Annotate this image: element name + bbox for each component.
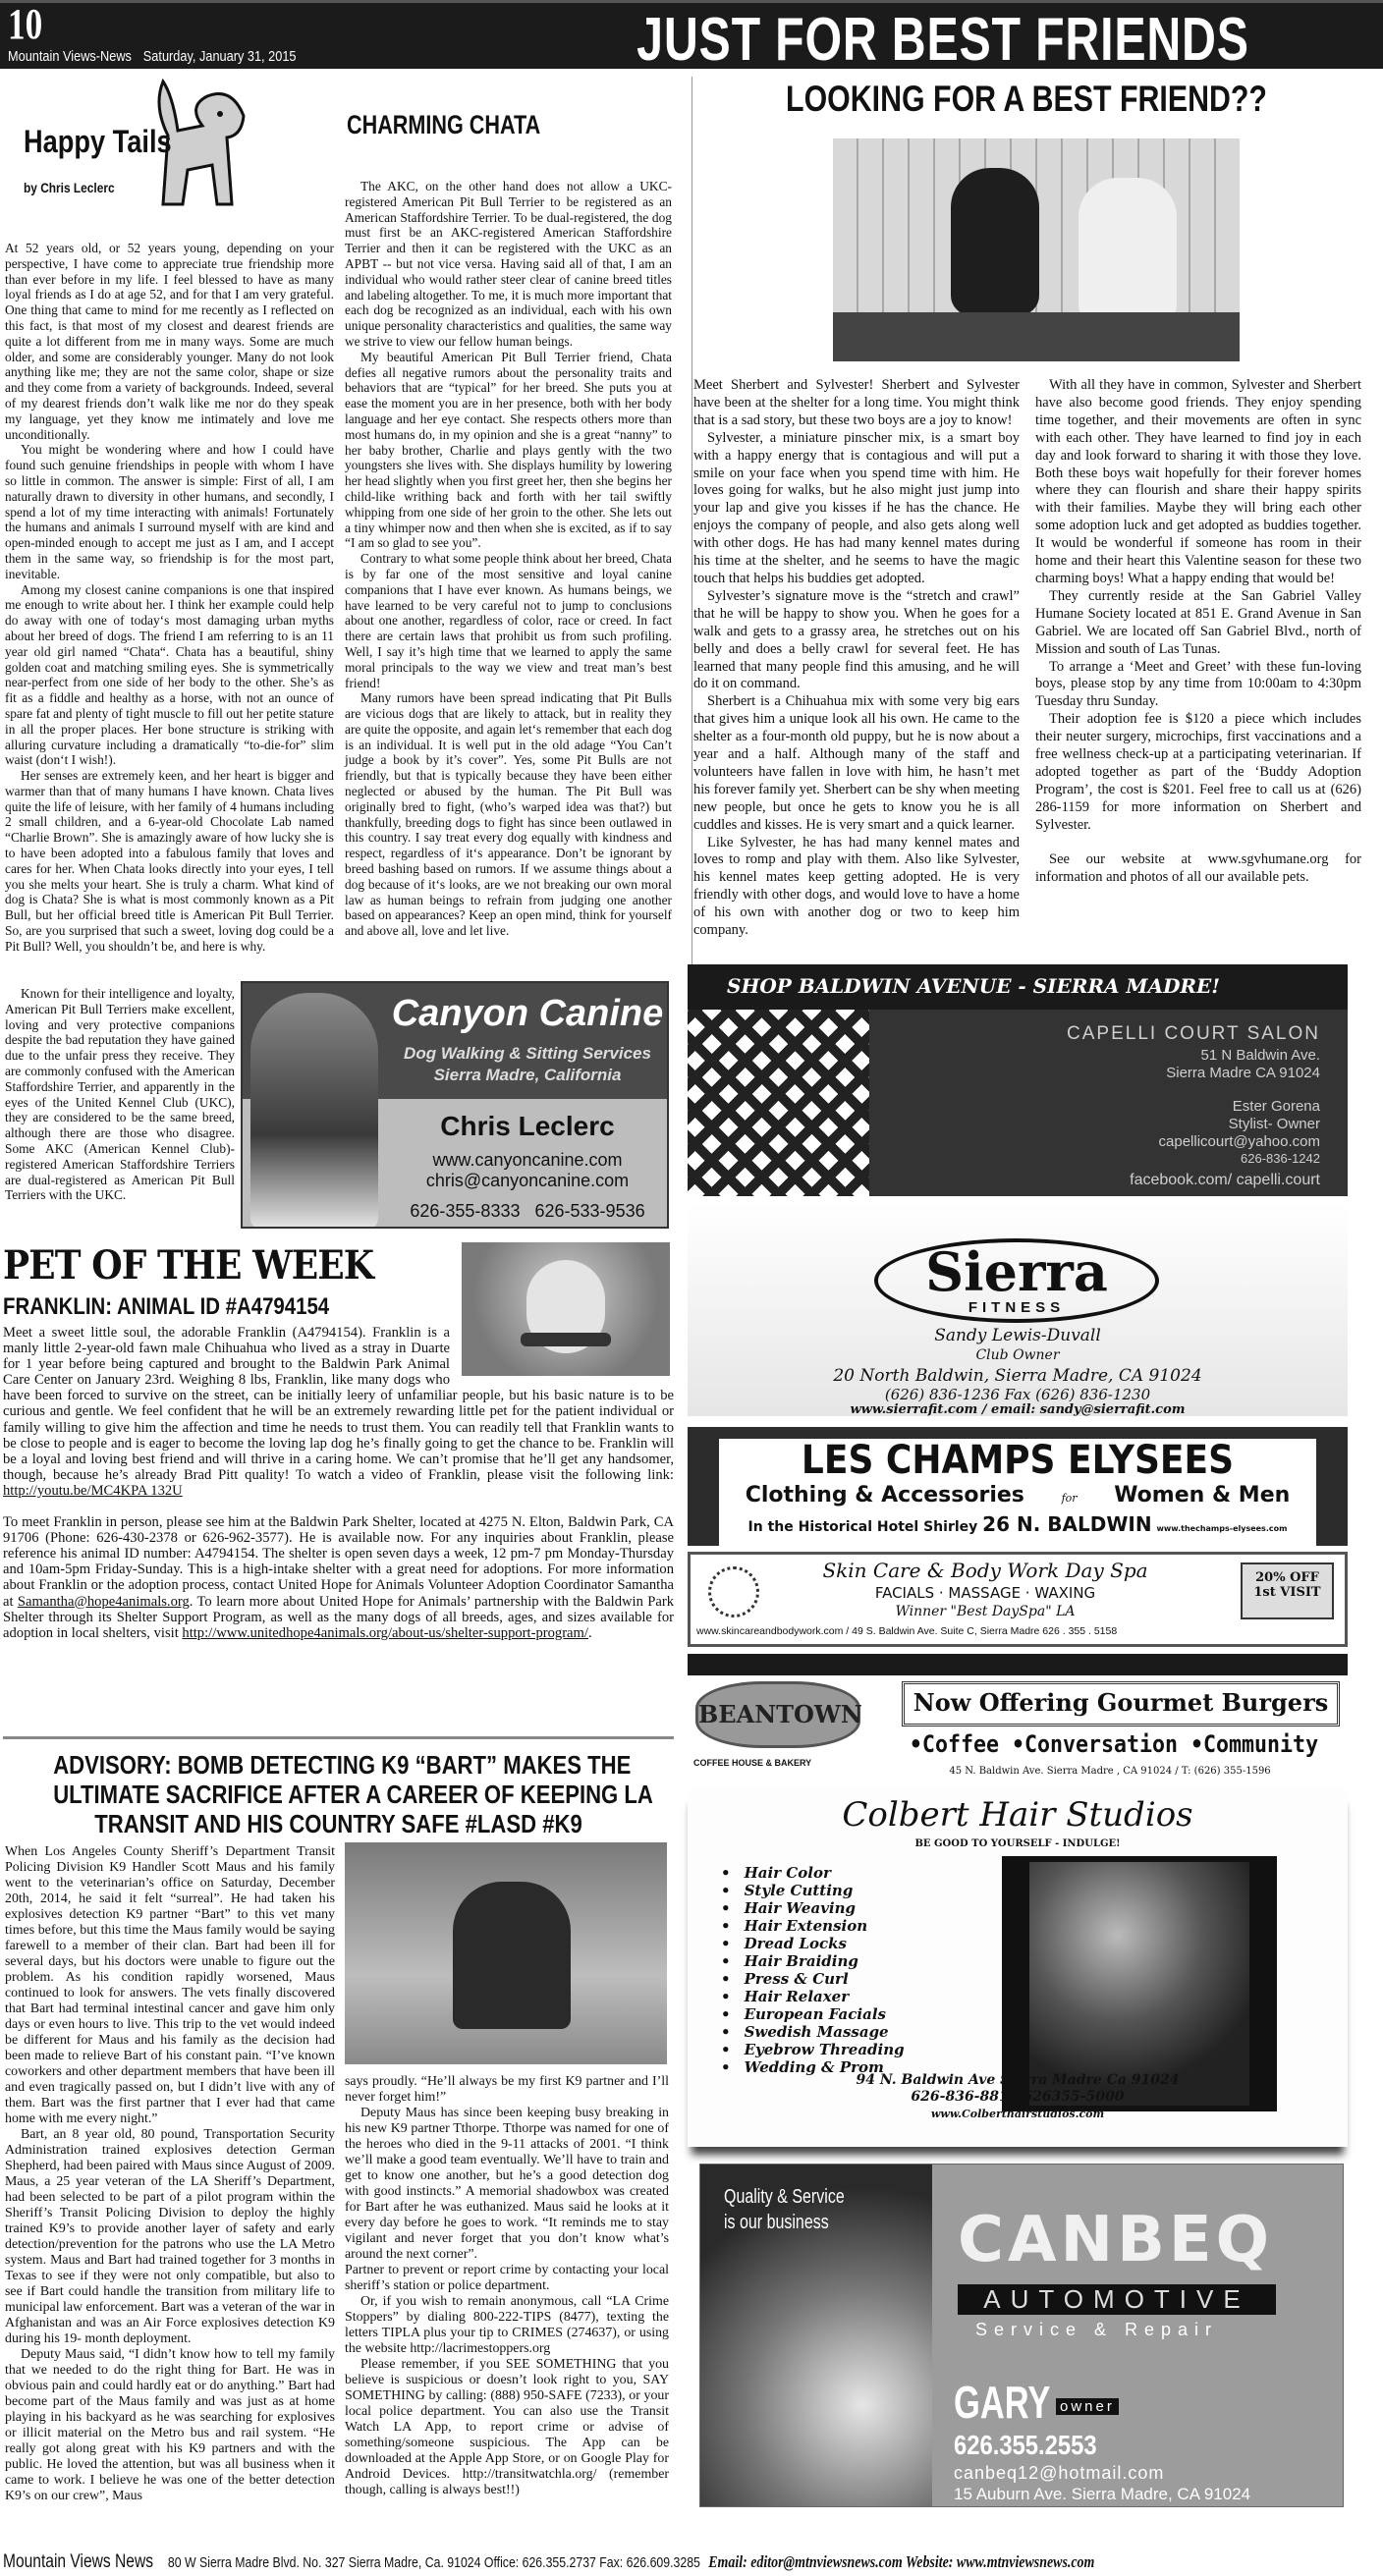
sherbert-sylvester-photo	[833, 138, 1240, 361]
sierra-fitness-ad	[688, 1203, 1348, 1416]
ad-email: chris@canyoncanine.com	[425, 1171, 630, 1190]
section-divider	[3, 1736, 674, 1739]
paragraph: Partner to prevent or report crime by contacting your local sheriff’s station or police department.	[345, 2263, 669, 2293]
ad-owner: GARY	[954, 2377, 1051, 2428]
colbert-hair-ad	[688, 1789, 1348, 2147]
website-note: See our website at www.sgvhumane.org for information and photos of all our available pets.	[1035, 851, 1361, 886]
ad-offer-badge: 20% OFF 1st VISIT	[1241, 1562, 1334, 1619]
ad-email: canbeq12@hotmail.com	[954, 2463, 1165, 2483]
service-item: • Hair Weaving	[721, 1899, 905, 1917]
paragraph: Bart, an 8 year old, 80 pound, Transportation Security Administration trained explosives detection German Shepherd, had been paired with Maus since August of 2009. Maus, a 25 year veteran of the LA Sheriff’s Department, had been selected to be part of a pilot program within the Sheriff’s Transit Policing Division to deploy the highly trained K9’s to provide another layer of safety and early detection/prevention for the patrons who use the LA Metro system. Maus and Bart had trained together for 3 months in Texas to see if they were not only compatible, but also to see if Bart could handle the transition from military life to municipal law enforcement. Bart was a veteran of the war in Afghanistan and was an Air Force explosives detection K9 during his 19- month deployment.	[5, 2127, 335, 2346]
best-friend-article	[693, 377, 1361, 959]
beantown-ad	[688, 1675, 1348, 1789]
happy-tails-title: Happy Tails	[24, 124, 172, 159]
section-heading: PET OF THE WEEK	[3, 1242, 374, 1288]
capelli-court-ad	[688, 1010, 1348, 1196]
ad-owner-role: owner	[1056, 2398, 1119, 2415]
paragraph: When Los Angeles County Sheriff’s Department Transit Policing Division K9 Handler Scott Maus and his family went to the veterinarian’s office on Saturday, December 20th, 2014, he said it felt “surreal”. He had taken his explosives detection K9 partner “Bart” to this vet many times before, but this time the Maus family would be saying farewell to a member of their clan. Bart had been ill for several days, but his doctors were unable to figure out the problem. As his condition rapidly worsened, Maus continued to look for answers. The vets finally discovered that Bart had terminal intestinal cancer and gave him only days or even hours to live. This trip to the vet would indeed be different for Maus and his family as the decision had been made to relieve Bart of his constant pain. “I’ve known coworkers and other department members that have been ill and even tragically passed on, but I didn’t live with any of them. Bart was the first partner that I ever had that came home with me every night.”	[5, 1844, 335, 2126]
ad-line: Women & Men	[1114, 1483, 1291, 1507]
headline-line: ADVISORY: BOMB DETECTING K9 “BART” MAKES THE	[53, 1750, 632, 1780]
ad-phones: 626-836-8811 626355-5000	[911, 2089, 1125, 2105]
ad-slogan: is our business	[724, 2212, 829, 2233]
byline: by Chris Leclerc	[24, 180, 115, 195]
canyon-canine-ad	[241, 981, 669, 1229]
ad-web: www.Colberthairstudios.com	[930, 2108, 1105, 2120]
service-item: • Hair Braiding	[721, 1952, 905, 1970]
ad-contact	[688, 2072, 1348, 2122]
ad-for: for	[1061, 1492, 1078, 1505]
logo-sub: FITNESS	[968, 1299, 1066, 1316]
page-footer	[3, 2551, 1133, 2573]
paragraph: Deputy Maus said, “I didn’t know how to tell my family that we needed to do the right thing for Bart. He was in obvious pain and could hardly eat or do anything.” Bart had become part of the Maus family and was just as at home playing in his backyard as he was searching for explosives or illicit material on the Metro bus and rail system. “He really got along great with his K9 partners and with the public. He loved the attention, but was all business when it came to work. I believe he was one of the better detection K9’s on our crew”, Maus	[5, 2347, 335, 2503]
ad-web: www.thechamps-elysees.com	[1156, 1524, 1288, 1533]
service-item: • European Facials	[721, 2005, 905, 2023]
service-item: • Hair Extension	[721, 1917, 905, 1935]
page-header	[0, 0, 1383, 74]
ad-tagline: Dog Walking & Sitting Services	[404, 1044, 651, 1063]
shop-baldwin-banner: SHOP BALDWIN AVENUE - SIERRA MADRE!	[688, 964, 1348, 1010]
paragraph-text: To meet Franklin in person, please see him at the Baldwin Park Shelter, located at 4275 N. Elton, Baldwin Park, CA 91706 (Phone: 626-430-2378 or 626-962-3577). He is available now. For any inquiries about Franklin, please reference his animal ID number: A4794154. The shelter is open seven days a week, 12 pm-7 pm Monday-Thursday and 10am-5pm Friday-Sunday. This is a high-intake shelter with a great need for adoptions. For more information about Franklin or the adoption process, contact United Hope for Animals Volunteer Adoption Coordinator Samantha at	[3, 1514, 674, 1610]
best-friend-headline: LOOKING FOR A BEST FRIEND??	[786, 79, 1267, 119]
paragraph: Or, if you wish to remain anonymous, call “LA Crime Stoppers” by dialing 800-222-TIPS (8477), texting the letters TIPLA plus your tip to CRIMES (274637), or using the website http://lacrimestoppers.org	[345, 2294, 669, 2356]
ad-facebook: facebook.com/ capelli.court	[1130, 1172, 1320, 1188]
ad-website: www.canyoncanine.com	[432, 1150, 623, 1170]
ad-name: Skin Care & Body Work Day Spa	[822, 1559, 1148, 1582]
paragraph	[3, 1514, 674, 1641]
paragraph-text: . To learn more about United Hope for Animals’ partnership with the Baldwin Park Shelter through its Shelter Support Program, as well as the many dogs of all breeds, ages, and sizes available for adoption in local shelters, visit	[3, 1593, 674, 1641]
service-item: • Eyebrow Threading	[721, 2041, 905, 2058]
service-item: • Wedding & Prom	[721, 2058, 905, 2076]
pet-of-the-week	[3, 1242, 674, 1641]
ad-promo: Now Offering Gourmet Burgers	[902, 1681, 1340, 1726]
sierra-fitness-logo	[874, 1238, 1159, 1323]
paragraph: Deputy Maus has since been keeping busy breaking in his new K9 partner Tthorpe. Tthorpe was named for one of the heroes who died in the 9-11 attacks of 2001. “I think we’ll make a good team eventually. We’ll have to train and get to know one another, but he’s a good detection dog with good instincts.” A memorial shadowbox was created for Bart after he was euthanized. Maus said he looks at it every day before he goes to work. “It reminds me to stay vigilant and never forget that you don’t know what’s around the next corner”.	[345, 2106, 669, 2262]
ad-role: Stylist- Owner	[1228, 1116, 1320, 1132]
ad-name: CANBEQ	[958, 2204, 1273, 2276]
service-item: • Style Cutting	[721, 1882, 905, 1899]
ad-slogan: Quality & Service	[724, 2186, 845, 2208]
masthead	[8, 48, 307, 65]
paragraph: Their adoption fee is $120 a piece which includes their neuter surgery, microchips, first vaccinations and a free wellness check-up at a participating veterinarian. If adopted together as part of the ‘Buddy Adoption Program’, the cost is $201. Feel free to call us at (626) 286-1159 for more information on Sherbert and Sylvester.	[1035, 711, 1361, 833]
ad-separator	[688, 1654, 1348, 1675]
headline-line: TRANSIT AND HIS COUNTRY SAFE #LASD #K9	[94, 1809, 582, 1838]
ad-owner: Sandy Lewis-Duvall	[934, 1326, 1101, 1345]
ad-address: 15 Auburn Ave. Sierra Madre, CA 91024	[954, 2485, 1251, 2503]
advisory-column-2	[345, 2074, 669, 2498]
paragraph: Known for their intelligence and loyalty, American Pit Bull Terriers make excellent, loving and very protective companions despite the bad reputation they have gained due to the unfair press they receive. They are commonly confused with the American Staffordshire Terrier, and apparently in the eyes of the United Kennel Club (UKC), they are considered to be the same breed, although there are those who disagree. Some AKC (American Kennel Club)-registered American Staffordshire Terriers are dual-registered as American Pit Bull Terriers with the UKC.	[5, 986, 235, 1203]
ad-address: 51 N Baldwin Ave.	[1200, 1047, 1320, 1064]
paragraph: The AKC, on the other hand does not allow a UKC-registered American Pit Bull Terrier to be registered as an American Staffordshire Terrier. To be dual-registered, the dog must first be an AKC-registered American Staffordshire Terrier and then it can be registered with the UKC as an APBT -- but not vice versa. Having said all of that, I am an individual who would rather steer clear of canine breed titles and labeling altogether. To me, it is much more important that each dog be recognized as an individual, each with his own unique personality characteristics and qualities, the same way we strive to view our fellow human beings.	[345, 179, 672, 349]
ad-role: Club Owner	[975, 1347, 1060, 1363]
article-headline: CHARMING CHATA	[347, 110, 541, 139]
paragraph-text: .	[587, 1624, 592, 1641]
pattern-graphic	[688, 1010, 869, 1196]
email-link[interactable]: Samantha@hope4animals.org	[17, 1593, 190, 1610]
footer-paper: Mountain Views News	[3, 2551, 153, 2572]
bloodhound-photo	[250, 993, 378, 1229]
paragraph: Contrary to what some people think about her breed, Chata is by far one of the most sensitive and loyal canine companions that I have ever known. As humans beings, we have learned to be very careful not to jump to conclusions about one another, regardless of color, race or creed. In fact there are certain laws that prohibit us from such profiling. Well, I say it’s high time that we learned to apply the same moral principals to the way we view and treat man’s best friend!	[345, 551, 672, 690]
service-item: • Press & Curl	[721, 1970, 905, 1988]
service-item: • Hair Relaxer	[721, 1988, 905, 2005]
footer-address: 80 W Sierra Madre Blvd. No. 327 Sierra Madre, Ca. 91024 Office: 626.355.2737 Fax: 626.609.3285	[167, 2554, 700, 2571]
paragraph: You might be wondering where and how I could have found such genuine friendships in people with whom I have so little in common. The answer is simple: First of all, I am naturally drawn to diversity in other humans, and secondly, I spend a lot of my time interacting with animals! Fortunately the humans and animals I surround myself with are kind and open-minded enough to accept me just as I am, and I accept them in the same way, so friendship is for the most part, inevitable.	[5, 442, 334, 581]
ad-address: 20 North Baldwin, Sierra Madre, CA 91024	[833, 1366, 1202, 1386]
ad-owner: Chris Leclerc	[440, 1111, 615, 1141]
ad-award: Winner "Best DaySpa" LA	[895, 1604, 1076, 1619]
paragraph: At 52 years old, or 52 years young, depending on your perspective, I have come to appreciate true friendship more than ever before in my life. I feel blessed to have as many loyal friends as I do at age 52, and for that I am very grateful. One thing that came to mind for me recently as I reflected on this fact, is that most of my closest and dearest friends are quite a lot different from me in many ways. Some are much older, and some are considerably younger. Many do not look anything like me; they are not the same color, shape or size and they come from a variety of backgrounds. Indeed, several of my dearest friends don’t walk like me nor do they speak my language, yet they know me intimately and love me unconditionally.	[5, 241, 334, 442]
ad-footer: www.skincareandbodywork.com / 49 S. Baldwin Ave. Suite C, Sierra Madre 626 . 355 . 5158	[696, 1625, 1118, 1637]
ad-service: Service & Repair	[975, 2320, 1219, 2339]
ad-hotel: In the Historical Hotel Shirley	[747, 1519, 978, 1535]
day-spa-ad	[688, 1552, 1348, 1647]
ad-name: CAPELLI COURT SALON	[1067, 1023, 1320, 1044]
paragraph: Sylvester, a miniature pinscher mix, is a smart boy with a happy energy that is contagious and will put a smile on your face when you spend time with him. He loves going for walks, but he also might just jump into your lap and give you kisses if he has the chance. He enjoys the company of people, and also gets along well with other dogs. He has had many kennel mates during his time at the shelter, and he seems to have the magic touch that helps his buddies get adopted.	[693, 429, 1020, 586]
paper-name: Mountain Views-News	[8, 48, 132, 65]
ad-name: LES CHAMPS ELYSEES	[801, 1438, 1235, 1483]
headline-line: ULTIMATE SACRIFICE AFTER A CAREER OF KEEPING LA	[53, 1780, 653, 1809]
paragraph: Among my closest canine companions is one that inspired me enough to write about her. I think her example could help do away with one of today‘s most damaging urban myths about her breed of dogs. The friend I am referring to is an 11 year old girl named “Chata“. Chata has a beautiful, shiny golden coat and matching smiling eyes. She is symmetrically near-perfect from one side of her body to the other. She’s as fit as a fiddle and healthy as a horse, with not an ounce of spare fat and plenty of tight muscle to fill out her petite stature in all the proper places. Her bone structure is striking with alluring curvature including a dramatically “to-die-for” slim waist (don‘t I wish!).	[5, 581, 334, 768]
service-item: • Swedish Massage	[721, 2023, 905, 2041]
page-number: 10	[8, 0, 43, 48]
ad-phone: 626.355.2553	[954, 2430, 1097, 2460]
paragraph: Sylvester’s signature move is the “stretch and crawl” that he will be happy to show you. When he goes for a walk and gets to a grassy area, he stretches out on his belly and does a belly crawl for several feet. He has learned that many people find this amusing, and he will do it on command.	[693, 587, 1020, 692]
footer-contact: Email: editor@mtnviewsnews.com Website: www.mtnviewsnews.com	[708, 2552, 1095, 2571]
canbeq-automotive-ad	[699, 2164, 1344, 2507]
paragraph: Her senses are extremely keen, and her heart is bigger and warmer than that of many humans I have known. Chata lives quite the life of leisure, with her family of 4 humans including 2 small children, and a 6-year-old Chocolate Lab named “Charlie Brown”. She is amazingly aware of how lucky she is to have been adopted into a fabulous family that loves and cares for her. When Chata looks directly into your eyes, I tell you she melts your heart. She is truly a charm. What kind of dog is Chata? She is what is most commonly known as a Pit Bull, but her official breed title is American Pit Bull Terrier. So, are you surprised that such a sweet, loving dog could be a Pit Bull? Well, you shouldn’t be, and here is why.	[5, 768, 334, 954]
advisory-headline	[3, 1750, 674, 1838]
ad-name: Canyon Canine	[391, 993, 664, 1034]
ad-tagline: BE GOOD TO YOURSELF - INDULGE!	[914, 1838, 1121, 1849]
paragraph: Please remember, if you SEE SOMETHING that you believe is suspicious or doesn’t look right to you, SAY SOMETHING by calling: (888) 950-SAFE (7233), or your local police department. You can also use the Transit Watch LA App, to report crime or advise of something/someone suspicious. The App can be downloaded at the Apple App Store, or on Google Play for Android Devices. http://transitwatchla.org/ (remember though, calling is always best!!)	[345, 2357, 669, 2497]
paragraph: Meet Sherbert and Sylvester! Sherbert and Sylvester have been at the shelter for a long time. You might think that is a sad story, but these two boys are a joy to know!	[693, 377, 1020, 428]
advisory-column-1	[5, 1844, 335, 2504]
paragraph: My beautiful American Pit Bull Terrier friend, Chata defies all negative rumors about the personality traits and behaviors that are “typical” for her breed. She puts you at ease the moment you are in her presence, both with her body language and her eye contact. She respects others more than most humans do, in my opinion and she is a great “nanny” to her baby brother, Charlie and plays gently with the two youngsters she lives with. She displays humility by lowering her head slightly when you first greet her, then she begins her child-like writhing back and forth with her tail swiftly whipping from one side of her groin to the other. She lets out a tiny whimper now and then when she is excited, as if to say “I am so glad to see you”.	[345, 349, 672, 551]
ad-address: 94 N. Baldwin Ave Sierra Madre Ca 91024	[856, 2072, 1180, 2088]
program-link[interactable]: http://www.unitedhope4animals.org/about-us/shelter-support-program/	[182, 1624, 588, 1641]
pet-subheading: FRANKLIN: ANIMAL ID #A4794154	[3, 1293, 330, 1320]
ad-phones	[390, 1201, 665, 1222]
paragraph-text: Meet a sweet little soul, the adorable Franklin (A4794154). Franklin is a manly little 2-year-old fawn male Chihuahua who lived as a stray in Duarte for 1 year before being captured and brought to the Baldwin Park Animal Care Center on January 23rd. Weighing 8 lbs, Franklin, like many dogs who have been forced to survive on the street, can be initially leery of unfamiliar people, but his basic nature is to be curious and gentle. We feel confident that he will be an extremely rewarding little pet for the patient individual or family willing to give him the affection and time he needs to trust them. You can readily tell that Franklin wants to be close to people and is eager to become the loving lap dog he’s finally going to get the chance to be. Franklin will be a loyal and loving best friend and will thrive in a caring home. We can’t promise that he’ll get any handsomer, though, because he’s already Brad Pitt quality! To watch a video of Franklin, please visit the following link:	[3, 1325, 674, 1483]
ad-web: www.sierrafit.com / email: sandy@sierrafit.com	[850, 1402, 1186, 1416]
ad-services: FACIALS · MASSAGE · WAXING	[874, 1584, 1096, 1602]
chata-column-2	[345, 179, 672, 939]
ad-slogan: •Coffee •Conversation •Community	[909, 1730, 1319, 1758]
ad-location: Sierra Madre, California	[433, 1066, 622, 1084]
chata-column-1-narrow	[5, 986, 235, 1203]
ad-phone: 626-836-1242	[1241, 1151, 1320, 1166]
logo-sub: COFFEE HOUSE & BAKERY	[693, 1758, 812, 1768]
ad-phones: (626) 836-1236 Fax (626) 836-1230	[884, 1386, 1151, 1403]
bart-photo	[345, 1842, 667, 2064]
paragraph: Many rumors have been spread indicating that Pit Bulls are vicious dogs that are likely to attack, but in reality they are quite the opposite, and again let‘s remember that each dog is an individual. It is well put in the old adage “You Can’t judge a book by it’s cover”. Yes, some Pit Bulls are not friendly, but that is typically because they have been either neglected or abused by the human. The Pit Bull was originally bred to fight, (who’s warped idea was that?) but thankfully, breeding dogs to fight has since been outlawed in this country. I say treat every dog equally with kindness and respect, regardless of it‘s appearance. Don’t be ignorant by breed bashing based on rumors. If we assume things about a dog because of it‘s looks, are we not breaking our own moral law as human beings to refrain from judging one another based on appearances? Keep an open mind, think for yourself and above all, love and let live.	[345, 690, 672, 939]
paragraph: Like Sylvester, he has had many kennel mates and loves to romp and play with them. Also like Sylvester, his kennel mates keep getting adopted. He is very friendly with other dogs, and would love to have a home of his own with another dog or two to keep him company.	[693, 834, 1020, 939]
ad-email: capellicourt@yahoo.com	[1158, 1133, 1320, 1150]
paragraph: says proudly. “He’ll always be my first K9 partner and I’ll never forget him!”	[345, 2074, 669, 2105]
ad-address: Sierra Madre CA 91024	[1166, 1065, 1320, 1081]
ad-line: Clothing & Accessories	[745, 1483, 1024, 1507]
chata-column-1	[5, 241, 334, 955]
ad-name: Colbert Hair Studios	[842, 1795, 1193, 1835]
ad-sub: AUTOMOTIVE	[958, 2284, 1276, 2315]
beantown-logo: BEANTOWN	[695, 1681, 860, 1748]
ad-address: 26 N. BALDWIN	[982, 1512, 1152, 1536]
phone: 626-355-8333	[410, 1201, 521, 1221]
happy-tails-logo	[16, 77, 251, 209]
paragraph: To arrange a ‘Meet and Greet’ with these fun-loving boys, please stop by any time from 10:00am to 4:30pm Tuesday thru Sunday.	[1035, 658, 1361, 710]
service-item: • Hair Color	[721, 1864, 905, 1882]
ad-address: 45 N. Baldwin Ave. Sierra Madre , CA 91024 / T: (626) 355-1596	[949, 1766, 1271, 1777]
paragraph: With all they have in common, Sylvester and Sherbert have also become good friends. They enjoy spending time together, and their movements are often in sync with each other. They have learned to find joy in each day and look forward to sharing it with those they love. Both these boys wait hopefully for their forever homes where they can flourish and share their happy spirits with their families. Maybe they will bring each other some adoption luck and get adopted as buddies together. It would be wonderful if someone has room in their home and their heart this Valentine season for these two charming boys! What a happy ending that would be!	[1035, 377, 1361, 586]
service-item: • Dread Locks	[721, 1935, 905, 1952]
paragraph: They currently reside at the San Gabriel Valley Humane Society located at 851 E. Grand Avenue in San Gabriel. We are located off San Gabriel Blvd., north of Mission and south of Las Tunas.	[1035, 587, 1361, 657]
spa-logo-icon	[708, 1566, 759, 1617]
services-list	[721, 1864, 905, 2076]
issue-date: Saturday, January 31, 2015	[142, 48, 297, 65]
section-title: JUST FOR BEST FRIENDS	[636, 6, 1249, 74]
ad-owner: Ester Gorena	[1232, 1098, 1320, 1115]
phone: 626-533-9536	[534, 1201, 645, 1221]
paragraph: Sherbert is a Chihuahua mix with some very big ears that gives him a unique look all his own. He came to the shelter as a four-month old puppy, but he is now about a year and a half. Although many of the staff and volunteers have fallen in love with him, he hasn’t met his forever family yet. Sherbert can be shy when meeting new people, but once he gets to know you he is all cuddles and kisses. He is very smart and a quick learner.	[693, 693, 1020, 833]
video-link[interactable]: http://youtu.be/MC4KPA 132U	[3, 1482, 183, 1499]
les-champs-elysees-ad	[688, 1427, 1348, 1546]
logo-text: Sierra	[925, 1240, 1108, 1303]
